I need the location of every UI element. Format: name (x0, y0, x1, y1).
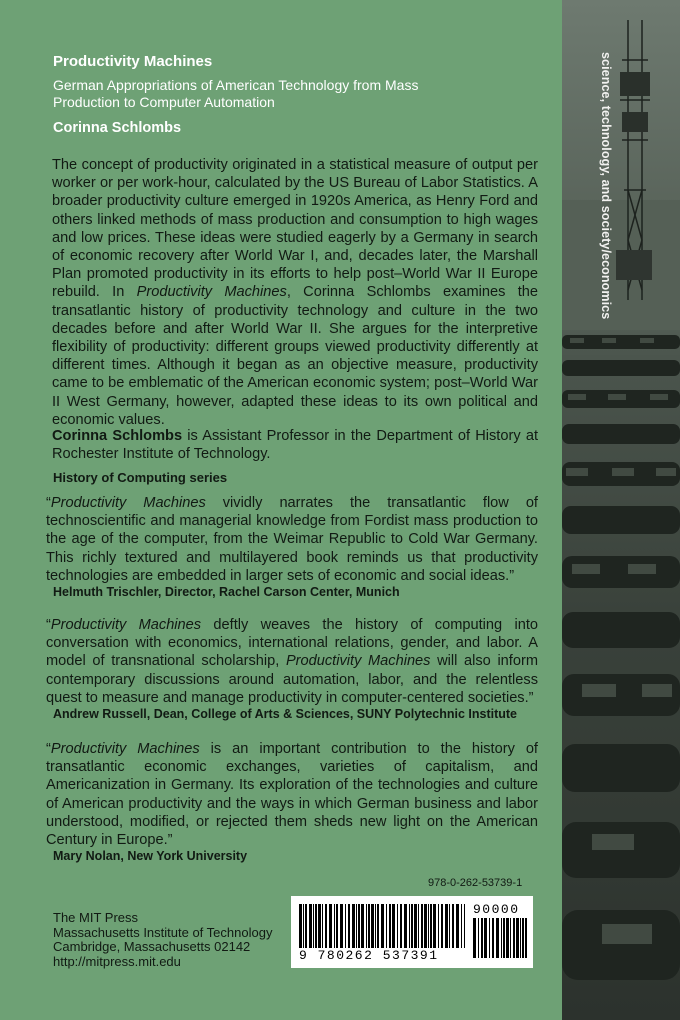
isbn-barcode (291, 896, 533, 968)
barcode-bar (449, 904, 450, 948)
quote-text: deftly weaves the history of computing into conversation with economics, international relations, gender, and labor. A model of transnational scholarship, (46, 617, 538, 670)
barcode-bar (433, 904, 436, 948)
barcode-bar (345, 904, 346, 948)
barcode-bar (525, 918, 527, 958)
quote-open-mark: “ (46, 495, 51, 511)
author-bio-name: Corinna Schlombs (52, 428, 183, 444)
barcode-bar (516, 918, 519, 958)
barcode-bar (411, 904, 413, 948)
series-name: History of Computing series (53, 470, 228, 485)
publisher-name: The MIT Press (53, 910, 139, 925)
barcode-bar (484, 918, 487, 958)
quote-title-italic: Productivity Machines (50, 741, 200, 757)
quote-open-mark: “ (46, 617, 51, 633)
barcode-bar (430, 904, 432, 948)
publisher-url[interactable]: http://mitpress.mit.edu (53, 953, 181, 969)
barcode-bar (404, 904, 407, 948)
endorsement-attribution: Helmuth Trischler, Director, Rachel Carson Center, Munich (53, 585, 400, 599)
barcode-bar (381, 904, 384, 948)
description-part1: The concept of productivity originated in a statistical measure of output per worker or per work-hour, calculated by the US Bureau of Labor Statistics. A broader productivity culture emerged in 1920s America, as Henry Ford and others linked methods of mass production and consumption to high wages and low prices. These ideas were studied eagerly by a Germany in search of economic recovery after World War I, and, decades later, the Marshall Plan promoted productivity in its efforts to help post–World War II Europe rebuild. In (52, 157, 538, 301)
barcode-bar (473, 918, 476, 958)
endorsement-quote (46, 494, 538, 585)
barcode-bar (506, 918, 509, 958)
barcode-bar (377, 904, 379, 948)
isbn-number: 978-0-262-53739-1 (428, 877, 523, 889)
barcode-bar (461, 904, 462, 948)
publisher-city: Cambridge, Massachusetts 02142 (53, 939, 251, 954)
barcode-bar (368, 904, 370, 948)
barcode-bar (352, 904, 355, 948)
barcode-bar (492, 918, 494, 958)
barcode-bar (371, 904, 374, 948)
publisher-institute: Massachusetts Institute of Technology (53, 924, 273, 940)
barcode-bar (522, 918, 524, 958)
barcode-bar (501, 918, 502, 958)
barcode-bar (428, 904, 429, 948)
barcode-bar (464, 904, 465, 948)
barcode-bar (489, 918, 490, 958)
cover-photo-cars-lot (562, 0, 680, 1020)
barcode-bar (513, 918, 515, 958)
barcode-bar (340, 904, 343, 948)
barcode-bar (409, 904, 410, 948)
barcode-bar (299, 904, 302, 948)
barcode-bar (441, 904, 443, 948)
barcode-bar (366, 904, 367, 948)
description-part2: , Corinna Schlombs examines the transatlantic history of productivity technology and culture in the two decades before and after World War II. She argues for the interpretive flexibility of productivity: different groups viewed productivity differently at different times. Although it began as an objective measure, productivity came to be emblematic of the American economic system; post–World War II West Germany, however, adapted these ideas to its own political and economic values. (52, 284, 538, 428)
barcode-addon-digits: 90000 (473, 902, 520, 917)
barcode-bar (313, 904, 314, 948)
barcode-bar (336, 904, 338, 948)
quote-open-mark: “ (46, 741, 51, 757)
barcode-bar (392, 904, 395, 948)
barcode-bar (309, 904, 312, 948)
author-bio (52, 427, 538, 463)
barcode-bar (452, 904, 454, 948)
book-author: Corinna Schlombs (53, 120, 182, 136)
barcode-bar (481, 918, 483, 958)
barcode-bar (397, 904, 398, 948)
barcode-bar (315, 904, 317, 948)
barcode-bar (356, 904, 357, 948)
barcode-bar (496, 918, 499, 958)
barcode-bar (418, 904, 419, 948)
quote-title-italic: Productivity Machines (50, 617, 202, 633)
cover-photo-illustration (562, 0, 680, 1020)
barcode-bar (445, 904, 448, 948)
barcode-bar (424, 904, 427, 948)
barcode-digits: 9 780262 537391 (299, 948, 439, 963)
barcode-bar (305, 904, 307, 948)
quote-title-italic: Productivity Machines (285, 653, 431, 670)
barcode-bar (386, 904, 387, 948)
barcode-bar (421, 904, 423, 948)
endorsement-attribution: Mary Nolan, New York University (53, 849, 248, 863)
book-description (52, 156, 538, 429)
author-bio-text: is Assistant Professor in the Department of History at Rochester Institute of Technology. (52, 428, 538, 463)
description-title-italic: Productivity Machines (136, 284, 287, 301)
barcode-bar (375, 904, 376, 948)
publisher-info (53, 911, 272, 969)
endorsement-quote (46, 740, 538, 849)
barcode-bar (348, 904, 350, 948)
book-title: Productivity Machines (53, 53, 213, 70)
barcode-bar (510, 918, 511, 958)
barcode-bar (520, 918, 521, 958)
barcode-bar (503, 918, 505, 958)
barcode-bar (325, 904, 327, 948)
quote-text: will also inform contemporary discussions around automation, labor, and the relentless quest to measure and manage productivity in computer-centered societies.” (46, 653, 538, 706)
quote-title-italic: Productivity Machines (50, 495, 206, 511)
barcode-bar (456, 904, 459, 948)
barcode-bar (438, 904, 439, 948)
barcode-addon-bars (473, 918, 527, 958)
endorsement-attribution: Andrew Russell, Dean, College of Arts & Sciences, SUNY Polytechnic Institute (53, 707, 518, 721)
barcode-bar (303, 904, 304, 948)
barcode-bar (358, 904, 360, 948)
barcode-bar (329, 904, 332, 948)
barcode-bar (334, 904, 335, 948)
endorsement-quote (46, 616, 538, 707)
barcode-bar (389, 904, 391, 948)
barcode-bar (322, 904, 323, 948)
barcode-bar (414, 904, 417, 948)
book-subtitle: German Appropriations of American Technology from Mass Production to Computer Automation (53, 77, 419, 110)
subject-category: science, technology, and society/economics (599, 52, 613, 320)
barcode-bars (299, 904, 465, 948)
barcode-bar (478, 918, 479, 958)
quote-text: is an important contribution to the history of transatlantic economic exchanges, varieties of capitalism, and Americanization in Germany. Its exploration of the technologies and culture of American productivity and the ways in which German business and labor understood, modified, or rejected them sheds new light on the American Century in Europe.” (46, 741, 538, 849)
barcode-bar (361, 904, 364, 948)
quote-text: vividly narrates the transatlantic flow of technoscientific and managerial knowledge from Fordist mass production to the age of the computer, from the Weimar Republic to Cold War Germany. This richly textured and multilayered book reminds us that productivity technologies are embedded in larger sets of economic and social ideas.” (46, 495, 538, 584)
barcode-bar (318, 904, 321, 948)
barcode-bar (400, 904, 402, 948)
